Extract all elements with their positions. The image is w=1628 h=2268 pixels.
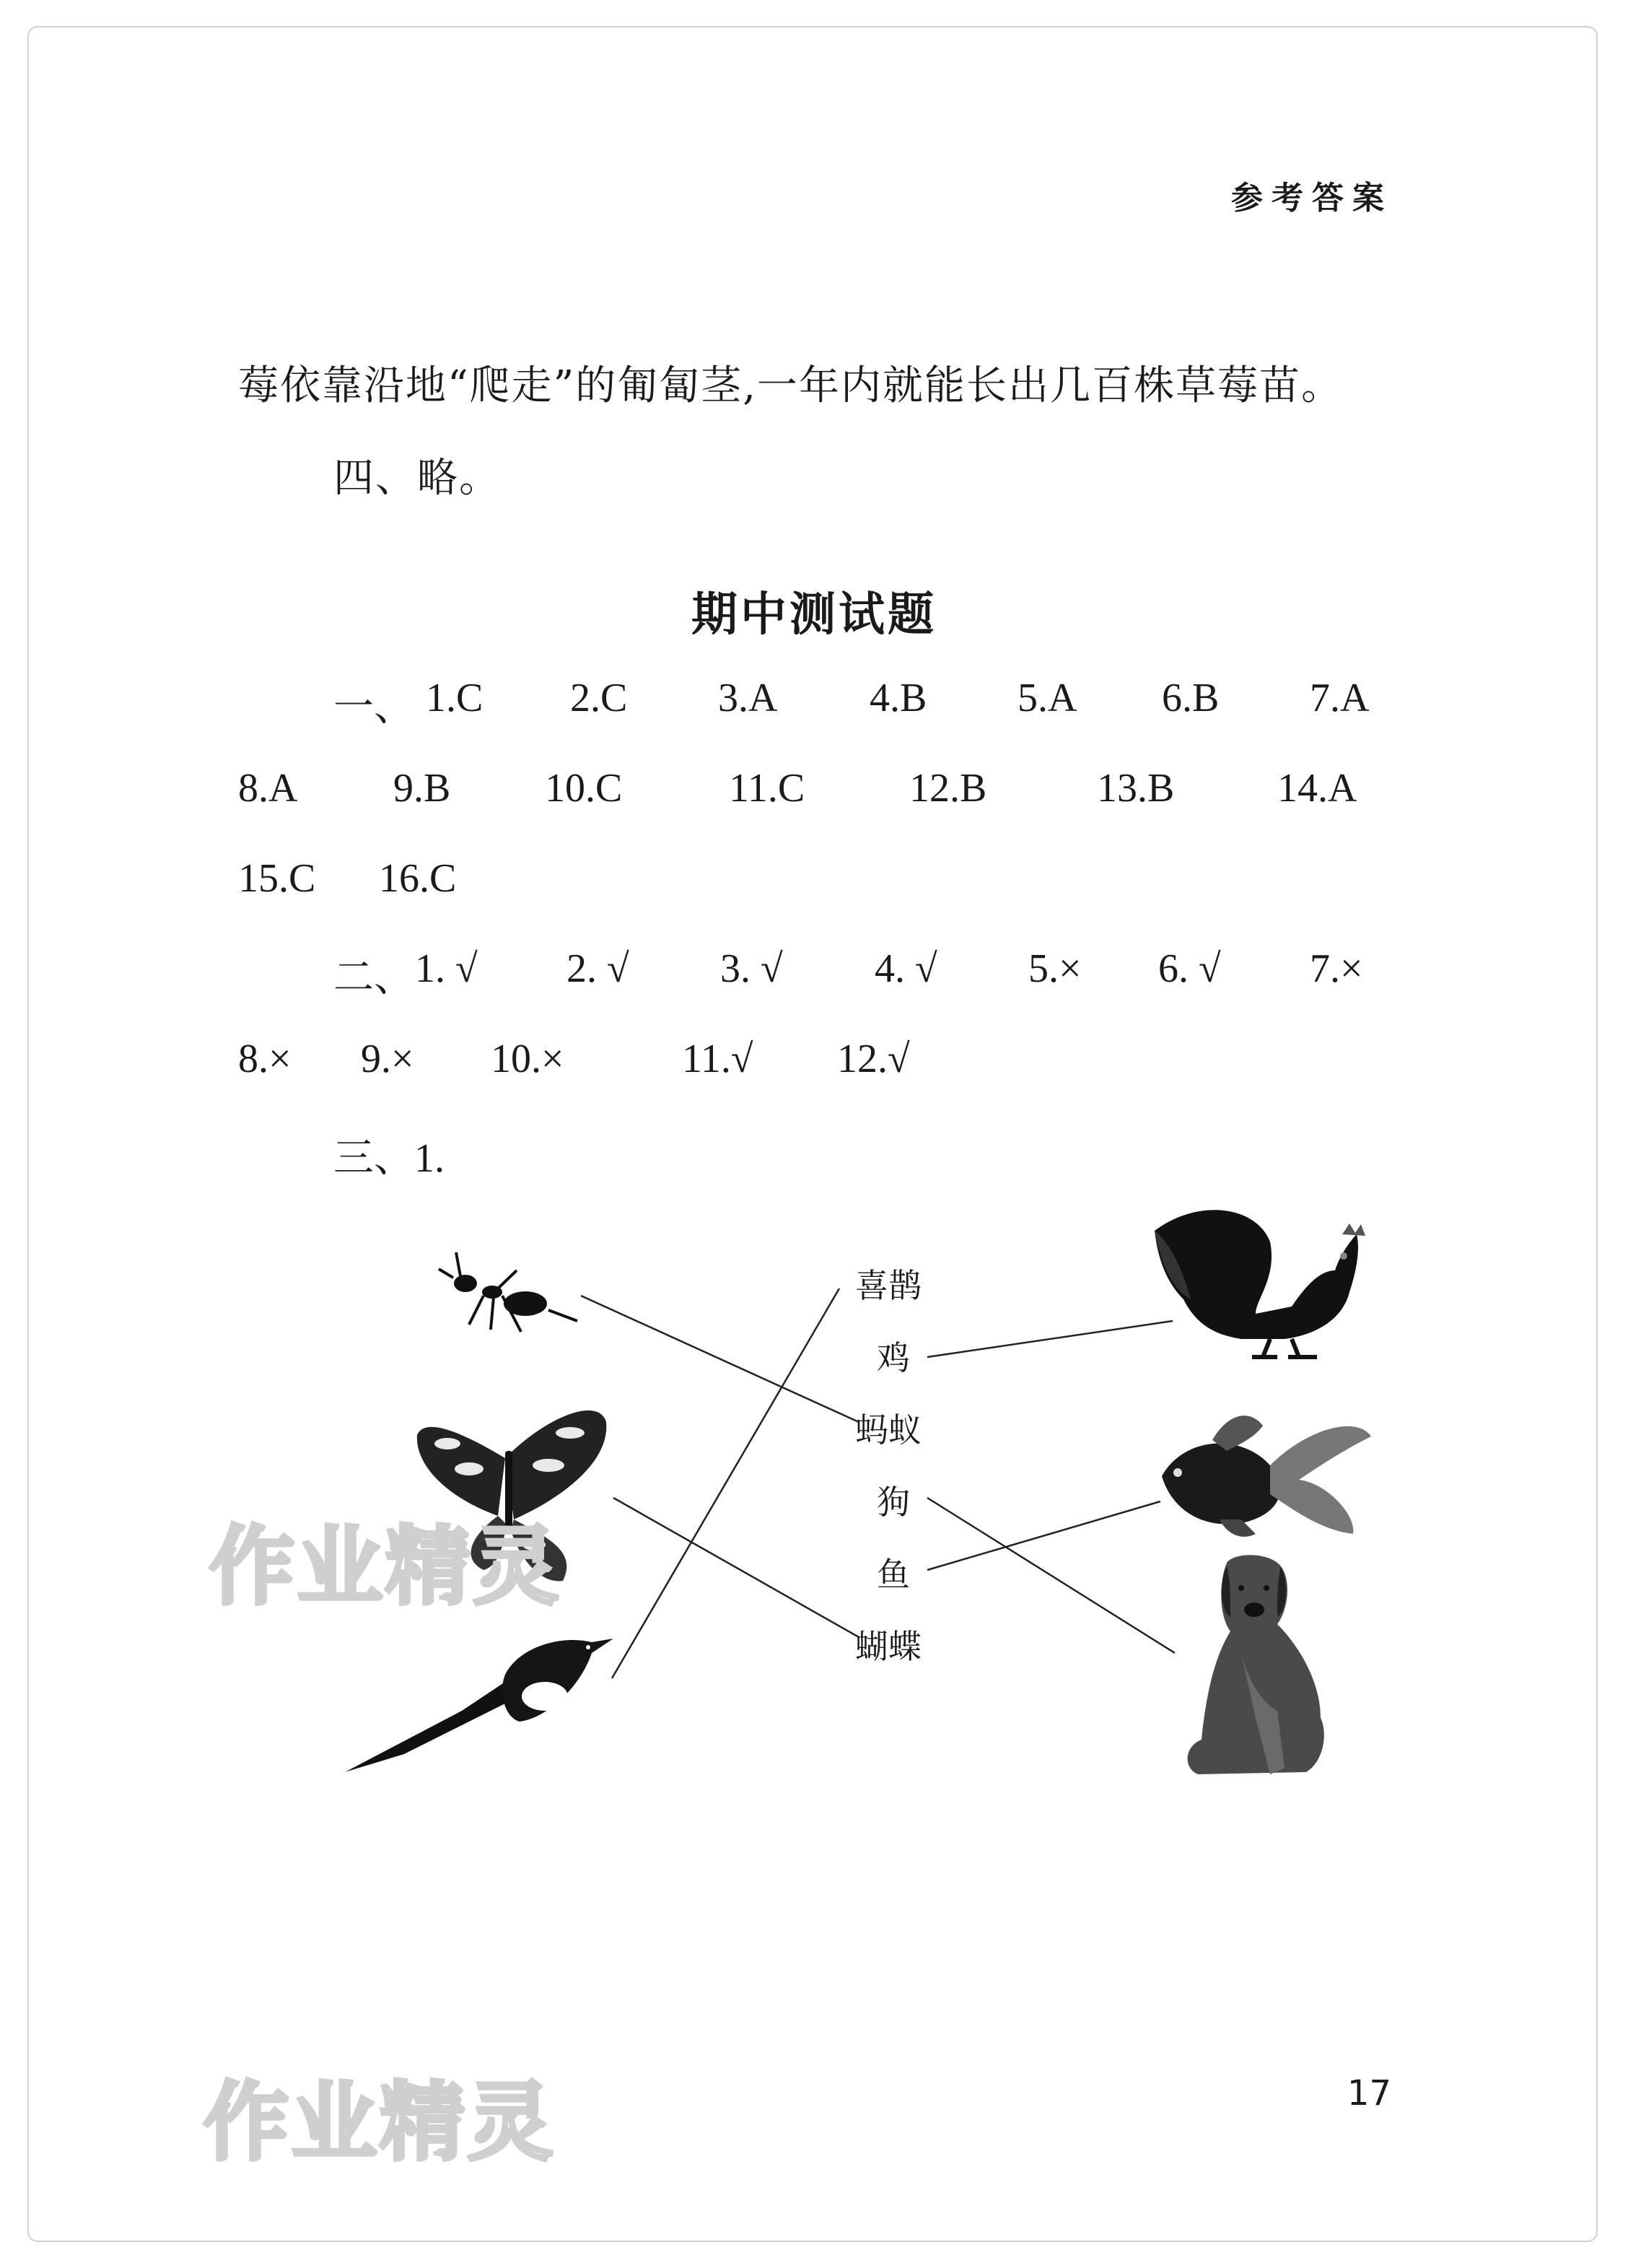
answer-item: 4. √ [875,946,937,991]
label-dog: 狗 [877,1483,910,1522]
answer-item: 13.B [1097,766,1175,811]
answer-item: 8.A [238,766,298,811]
answer-item: 6.B [1162,676,1220,720]
continued-paragraph: 莓依靠沿地“爬走”的匍匐茎,一年内就能长出几百株草莓苗。 [238,362,1344,409]
line-goldfish-to-label [927,1501,1160,1570]
answer-item: 11.C [729,766,805,811]
goldfish-picture [1162,1416,1371,1537]
line-ant-to-label [581,1296,859,1422]
line-dog-to-label [927,1498,1175,1653]
label-chicken: 鸡 [877,1338,910,1377]
part2-prefix: 二、 [333,956,414,1000]
label-magpie: 喜鹊 [855,1266,922,1305]
answer-item: 16.C [379,856,457,901]
answer-item: 15.C [238,856,316,901]
answer-item: 3.A [718,676,778,720]
answer-item: 11.√ [682,1037,753,1081]
watermark: 作业精灵 [204,2072,556,2172]
answer-item: 4.B [870,676,927,720]
part1-prefix: 一、 [333,685,414,730]
line-magpie-to-label [612,1288,839,1678]
label-fish: 鱼 [877,1555,910,1594]
answer-item: 1.C [426,676,483,720]
answer-item: 10.C [545,766,623,811]
answer-item: 12.√ [837,1037,910,1081]
part3-prefix: 三、1. [333,1136,445,1181]
rooster-picture [1155,1210,1365,1357]
dog-picture [1188,1555,1324,1774]
answer-item: 2.C [570,676,628,720]
answer-item: 14.A [1277,766,1357,811]
answer-part-four: 四、略。 [333,455,501,502]
answer-item: 8.× [238,1037,292,1081]
answer-item: 6. √ [1158,946,1221,991]
label-ant: 蚂蚁 [855,1410,922,1449]
answer-item: 12.B [909,766,987,811]
magpie-picture [345,1639,613,1772]
answer-item: 2. √ [566,946,629,991]
answer-item: 9.B [393,766,451,811]
answer-item: 7.A [1310,676,1370,720]
section-title: 期中测试题 [691,588,937,642]
answer-item: 3. √ [720,946,783,991]
answer-item: 1. √ [415,946,478,991]
label-butterfly: 蝴蝶 [855,1627,922,1666]
answer-item: 7.× [1310,946,1363,991]
answer-item: 10.× [491,1037,564,1081]
ant-picture [439,1252,577,1332]
line-rooster-to-label [927,1321,1173,1357]
page-header: 参考答案 [1231,180,1393,217]
answer-item: 9.× [361,1037,414,1081]
line-butterfly-to-label [613,1498,859,1637]
answer-item: 5.A [1017,676,1077,720]
answer-item: 5.× [1028,946,1082,991]
page-number: 17 [1347,2073,1391,2114]
watermark: 作业精灵 [209,1517,562,1616]
